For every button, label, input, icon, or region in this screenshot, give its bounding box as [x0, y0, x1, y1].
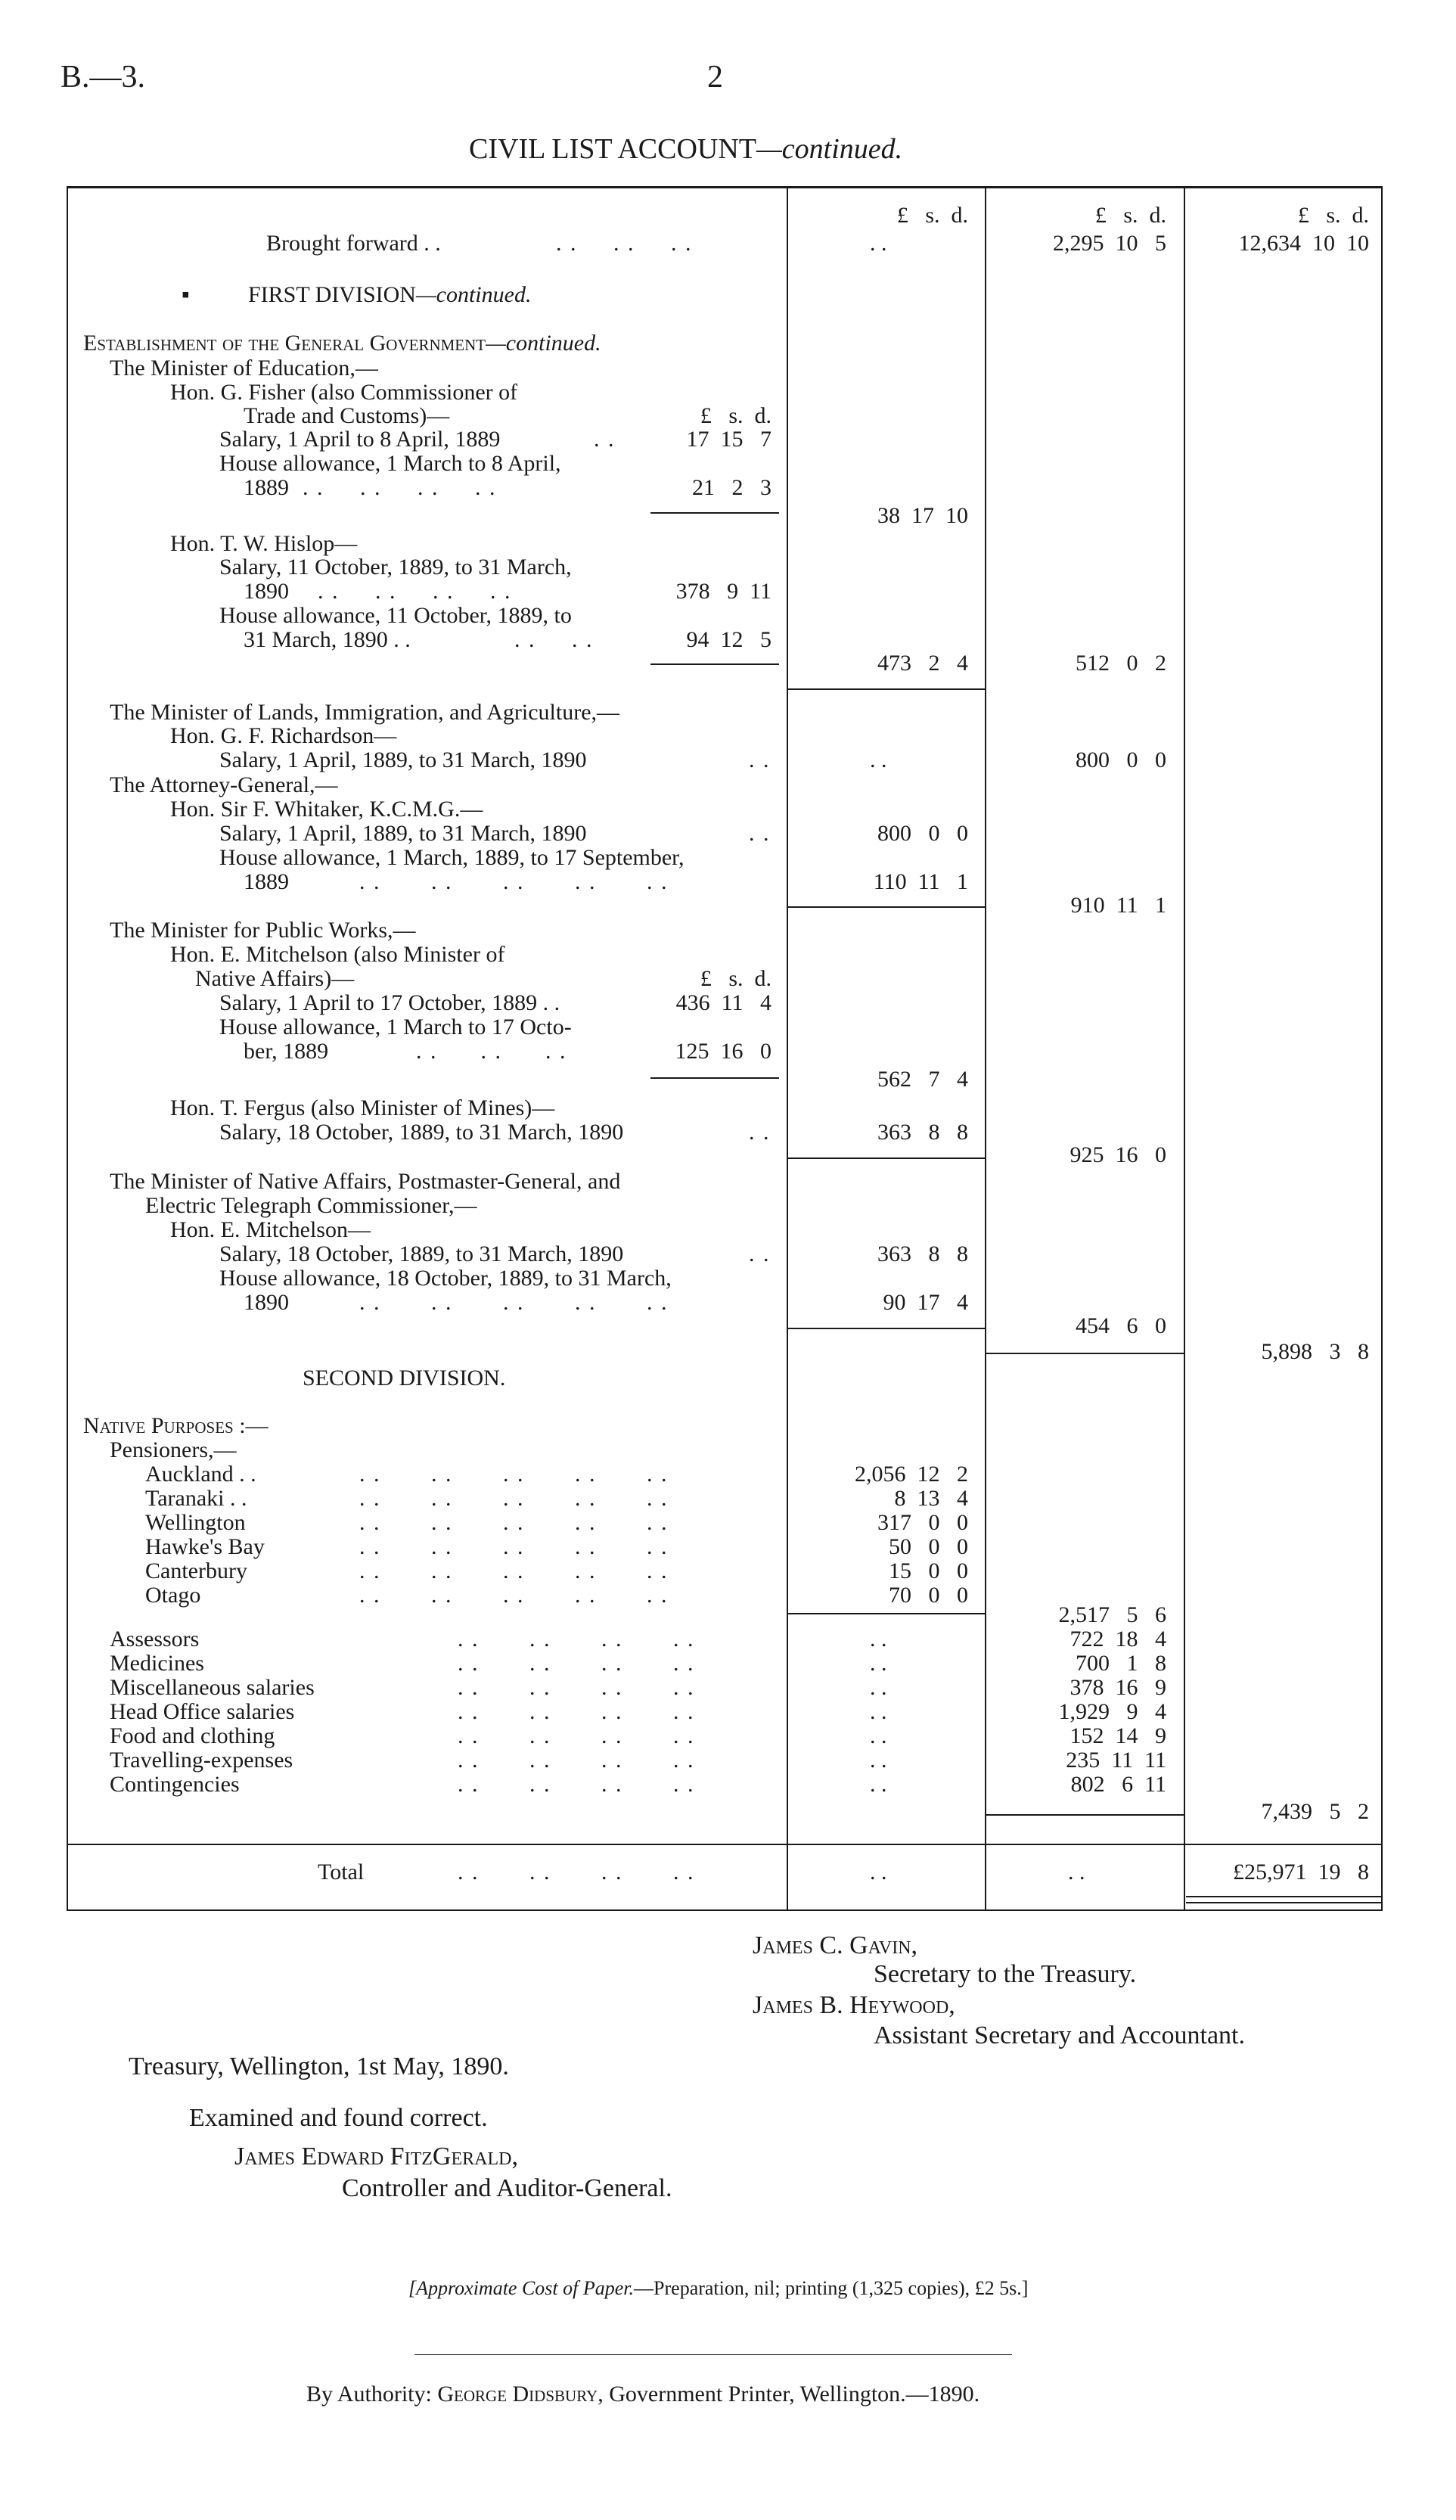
column-header-3: £ s. d. [1297, 203, 1369, 228]
attorney-total: 910 11 1 [1070, 893, 1166, 918]
column-total-rule [788, 906, 985, 908]
auditor-name: James Edward FitzGerald, [234, 2142, 518, 2170]
expense-value: 700 1 8 [1076, 1651, 1166, 1676]
expense-value: 378 16 9 [1069, 1675, 1166, 1700]
fisher-salary-label: Salary, 1 April to 8 April, 1889 [219, 427, 501, 452]
expense-value: 152 14 9 [1069, 1723, 1166, 1748]
hislop-salary-line-1: Salary, 11 October, 1889, to 31 March, [219, 555, 572, 580]
leader-dots: . . . . . . . . . . [359, 1290, 669, 1315]
mitchelson-house-line-1: House allowance, 1 March to 17 Octo- [219, 1015, 572, 1039]
leader-dots: . . . . . . . . . . [359, 1462, 669, 1487]
leader-dots: . . [749, 1241, 771, 1266]
column-total-rule [986, 1353, 1184, 1354]
hislop-house-value: 94 12 5 [686, 627, 771, 652]
expense-label: Medicines [110, 1651, 204, 1676]
column-header-2: £ s. d. [1094, 203, 1166, 228]
leader-dots: . . . . . . . . . . [359, 1558, 669, 1583]
mitchelson-house-value: 125 16 0 [675, 1039, 771, 1064]
leader-dots: . . . . . . . . [458, 1748, 695, 1773]
education-total: 512 0 2 [1076, 651, 1166, 676]
place-date: Treasury, Wellington, 1st May, 1890. [129, 2052, 509, 2080]
mitchelson-na-salary-value: 363 8 8 [877, 1241, 968, 1266]
table-top-rule [67, 186, 1383, 188]
fisher-total: 38 17 10 [877, 503, 968, 528]
double-rule [1186, 1902, 1381, 1903]
mitchelson-line-2: Native Affairs)— [195, 966, 355, 991]
bullet-mark: ▪ [182, 282, 190, 307]
expense-c1: . . [870, 1675, 887, 1700]
leader-dots: . . . . [514, 627, 594, 652]
fergus-salary-label: Salary, 18 October, 1889, to 31 March, 1890 [219, 1120, 624, 1145]
richardson-c1: . . [870, 747, 887, 772]
public-works-total: 925 16 0 [1069, 1142, 1166, 1167]
mitchelson-line-1: Hon. E. Mitchelson (also Minister of [170, 942, 505, 967]
examined-note: Examined and found correct. [189, 2104, 488, 2132]
document-reference: B.—3. [61, 60, 146, 95]
auditor-title: Controller and Auditor-General. [342, 2174, 672, 2202]
richardson-salary-label: Salary, 1 April, 1889, to 31 March, 1890 [219, 747, 587, 772]
leader-dots: . . [594, 427, 616, 452]
subtotal-rule [650, 663, 779, 665]
leader-dots: . . . . . . . . [458, 1723, 695, 1748]
table-bottom-rule [67, 1909, 1383, 1911]
expense-c1: . . [870, 1748, 887, 1773]
fisher-line-1: Hon. G. Fisher (also Commissioner of [170, 380, 518, 405]
whitaker-house-line-1: House allowance, 1 March, 1889, to 17 September, [219, 845, 685, 870]
hislop-total: 473 2 4 [877, 651, 968, 676]
fisher-sub-header: £ s. d. [700, 403, 771, 428]
leader-dots: . . . . . . . . . . [359, 869, 669, 894]
pensioner-value: 70 0 0 [889, 1583, 968, 1608]
table-left-rule [67, 186, 68, 1911]
pensioner-label: Wellington [145, 1510, 246, 1535]
richardson-salary-value: 800 0 0 [1076, 747, 1166, 772]
page-title: CIVIL LIST ACCOUNT—continued. [469, 133, 903, 165]
leader-dots: . . [749, 821, 771, 846]
leader-dots: . . [749, 1120, 771, 1145]
leader-dots: . . . . . . [556, 231, 693, 256]
signatory-1-name: James C. Gavin, [753, 1931, 918, 1959]
total-rule [67, 1844, 1383, 1845]
expense-c1: . . [870, 1651, 887, 1676]
public-works-minister: The Minister for Public Works,— [110, 918, 416, 943]
grand-total: £25,971 19 8 [1233, 1860, 1369, 1885]
footer-rule [414, 2354, 1012, 2355]
pensioner-label: Canterbury [145, 1558, 247, 1583]
cost-of-paper-note: [Approximate Cost of Paper.—Preparation, nil; printing (1,325 copies), £2 5s.] [408, 2277, 1029, 2299]
second-division-heading: SECOND DIVISION. [303, 1366, 506, 1391]
pensioners-total: 2,517 5 6 [1058, 1602, 1166, 1627]
signatory-2-title: Assistant Secretary and Accountant. [874, 2021, 1245, 2049]
total-c2: . . [1068, 1860, 1085, 1885]
column-total-rule [788, 1613, 985, 1614]
pensioner-label: Hawke's Bay [145, 1534, 265, 1559]
signatory-1-title: Secretary to the Treasury. [874, 1960, 1137, 1988]
expense-label: Assessors [110, 1627, 200, 1652]
leader-dots: . . . . . . . . [318, 579, 512, 604]
mitchelson-na-name: Hon. E. Mitchelson— [170, 1217, 371, 1242]
fisher-house-line-2: 1889 [244, 475, 289, 500]
expense-value: 802 6 11 [1070, 1772, 1166, 1797]
mitchelson-house-line-2: ber, 1889 [244, 1039, 329, 1064]
establishment-heading: Establishment of the General Government—continued. [83, 331, 601, 356]
first-division-total: 5,898 3 8 [1261, 1339, 1369, 1364]
education-minister: The Minister of Education,— [110, 356, 378, 381]
mitchelson-total: 562 7 4 [877, 1067, 968, 1092]
richardson-name: Hon. G. F. Richardson— [170, 723, 397, 748]
mitchelson-na-house-value: 90 17 4 [883, 1290, 968, 1315]
pensioner-label: Auckland . . [145, 1462, 256, 1487]
leader-dots: . . . . . . . . [458, 1699, 695, 1724]
brought-forward-label: Brought forward . . [266, 231, 441, 256]
leader-dots: . . . . . . . . [458, 1651, 695, 1676]
signatory-2-name: James B. Heywood, [753, 1991, 955, 2019]
pensioner-value: 15 0 0 [889, 1558, 968, 1583]
expense-label: Travelling-expenses [110, 1748, 293, 1773]
expense-value: 235 11 11 [1066, 1748, 1166, 1773]
expense-c1: . . [870, 1723, 887, 1748]
pensioners-heading: Pensioners,— [110, 1437, 237, 1462]
fisher-house-line-1: House allowance, 1 March to 8 April, [219, 451, 561, 476]
expense-label: Head Office salaries [110, 1699, 295, 1724]
fisher-house-value: 21 2 3 [692, 475, 771, 500]
native-purposes-heading: Native Purposes :— [83, 1413, 269, 1438]
leader-dots: . . . . . . . . [458, 1627, 695, 1652]
expense-label: Food and clothing [110, 1723, 275, 1748]
mitchelson-na-house-line-1: House allowance, 18 October, 1889, to 31 March, [219, 1266, 672, 1291]
mitchelson-sub-header: £ s. d. [700, 966, 771, 991]
second-division-total: 7,439 5 2 [1261, 1799, 1369, 1824]
column-rule-3 [1184, 186, 1185, 1911]
column-total-rule [986, 1814, 1184, 1816]
mitchelson-salary-label: Salary, 1 April to 17 October, 1889 . . [219, 990, 560, 1015]
whitaker-salary-value: 800 0 0 [877, 821, 968, 846]
expense-c1: . . [870, 1627, 887, 1652]
fisher-line-2: Trade and Customs)— [244, 403, 450, 428]
native-affairs-total: 454 6 0 [1076, 1313, 1166, 1338]
total-label: Total [318, 1860, 365, 1885]
column-total-rule [788, 688, 985, 690]
hislop-salary-line-2: 1890 [244, 579, 289, 604]
leader-dots: . . . . . . . . . . [359, 1510, 669, 1535]
leader-dots: . . . . . . . . [458, 1860, 695, 1885]
pensioner-value: 317 0 0 [877, 1510, 968, 1535]
native-affairs-minister-2: Electric Telegraph Commissioner,— [145, 1193, 477, 1218]
column-rule-2 [985, 186, 986, 1911]
pensioner-value: 50 0 0 [889, 1534, 968, 1559]
leader-dots: . . . . . . . . . . [359, 1534, 669, 1559]
leader-dots: . . . . . . . . [303, 475, 497, 500]
hislop-house-line-2: 31 March, 1890 . . [244, 627, 411, 652]
page-number: 2 [707, 60, 723, 95]
column-header-1: £ s. d. [896, 203, 968, 228]
brought-forward-c2: 2,295 10 5 [1053, 231, 1166, 256]
mitchelson-na-salary-label: Salary, 18 October, 1889, to 31 March, 1890 [219, 1241, 624, 1266]
whitaker-house-line-2: 1889 [244, 869, 289, 894]
fisher-salary-value: 17 15 7 [686, 427, 771, 452]
expense-label: Miscellaneous salaries [110, 1675, 315, 1700]
mitchelson-salary-value: 436 11 4 [675, 990, 771, 1015]
fergus-salary-value: 363 8 8 [877, 1120, 968, 1145]
pensioner-label: Otago [145, 1583, 201, 1608]
leader-dots: . . . . . . [416, 1039, 567, 1064]
attorney-minister: The Attorney-General,— [110, 772, 338, 797]
whitaker-name: Hon. Sir F. Whitaker, K.C.M.G.— [170, 797, 483, 822]
native-affairs-minister-1: The Minister of Native Affairs, Postmaster-General, and [110, 1169, 621, 1194]
expense-value: 1,929 9 4 [1058, 1699, 1166, 1724]
pensioner-value: 8 13 4 [894, 1486, 968, 1511]
double-rule [1186, 1896, 1381, 1897]
first-division-heading: FIRST DIVISION—continued. [248, 282, 532, 307]
expense-label: Contingencies [110, 1772, 240, 1797]
printer-authority: By Authority: George Didsbury, Government Printer, Wellington.—1890. [306, 2382, 980, 2407]
pensioner-value: 2,056 12 2 [855, 1462, 968, 1487]
mitchelson-na-house-line-2: 1890 [244, 1290, 289, 1315]
whitaker-salary-label: Salary, 1 April, 1889, to 31 March, 1890 [219, 821, 587, 846]
column-total-rule [788, 1328, 985, 1329]
total-c1: . . [870, 1860, 887, 1885]
column-total-rule [788, 1157, 985, 1159]
hislop-salary-value: 378 9 11 [675, 579, 771, 604]
hislop-house-line-1: House allowance, 11 October, 1889, to [219, 603, 572, 628]
brought-forward-c3: 12,634 10 10 [1238, 231, 1369, 256]
subtotal-rule [650, 512, 779, 514]
fergus-name: Hon. T. Fergus (also Minister of Mines)— [170, 1095, 555, 1120]
lands-minister: The Minister of Lands, Immigration, and Agriculture,— [110, 700, 620, 725]
leader-dots: . . . . . . . . . . [359, 1583, 669, 1608]
column-rule-1 [787, 186, 788, 1911]
subtotal-rule [650, 1077, 779, 1079]
leader-dots: . . . . . . . . [458, 1772, 695, 1797]
table-right-rule [1381, 186, 1383, 1911]
expense-value: 722 18 4 [1069, 1627, 1166, 1652]
leader-dots: . . . . . . . . [458, 1675, 695, 1700]
brought-forward-c1: . . [870, 231, 887, 256]
leader-dots: . . [749, 747, 771, 772]
pensioner-label: Taranaki . . [145, 1486, 247, 1511]
whitaker-house-value: 110 11 1 [873, 869, 968, 894]
expense-c1: . . [870, 1772, 887, 1797]
hislop-name: Hon. T. W. Hislop— [170, 531, 358, 556]
leader-dots: . . . . . . . . . . [359, 1486, 669, 1511]
expense-c1: . . [870, 1699, 887, 1724]
